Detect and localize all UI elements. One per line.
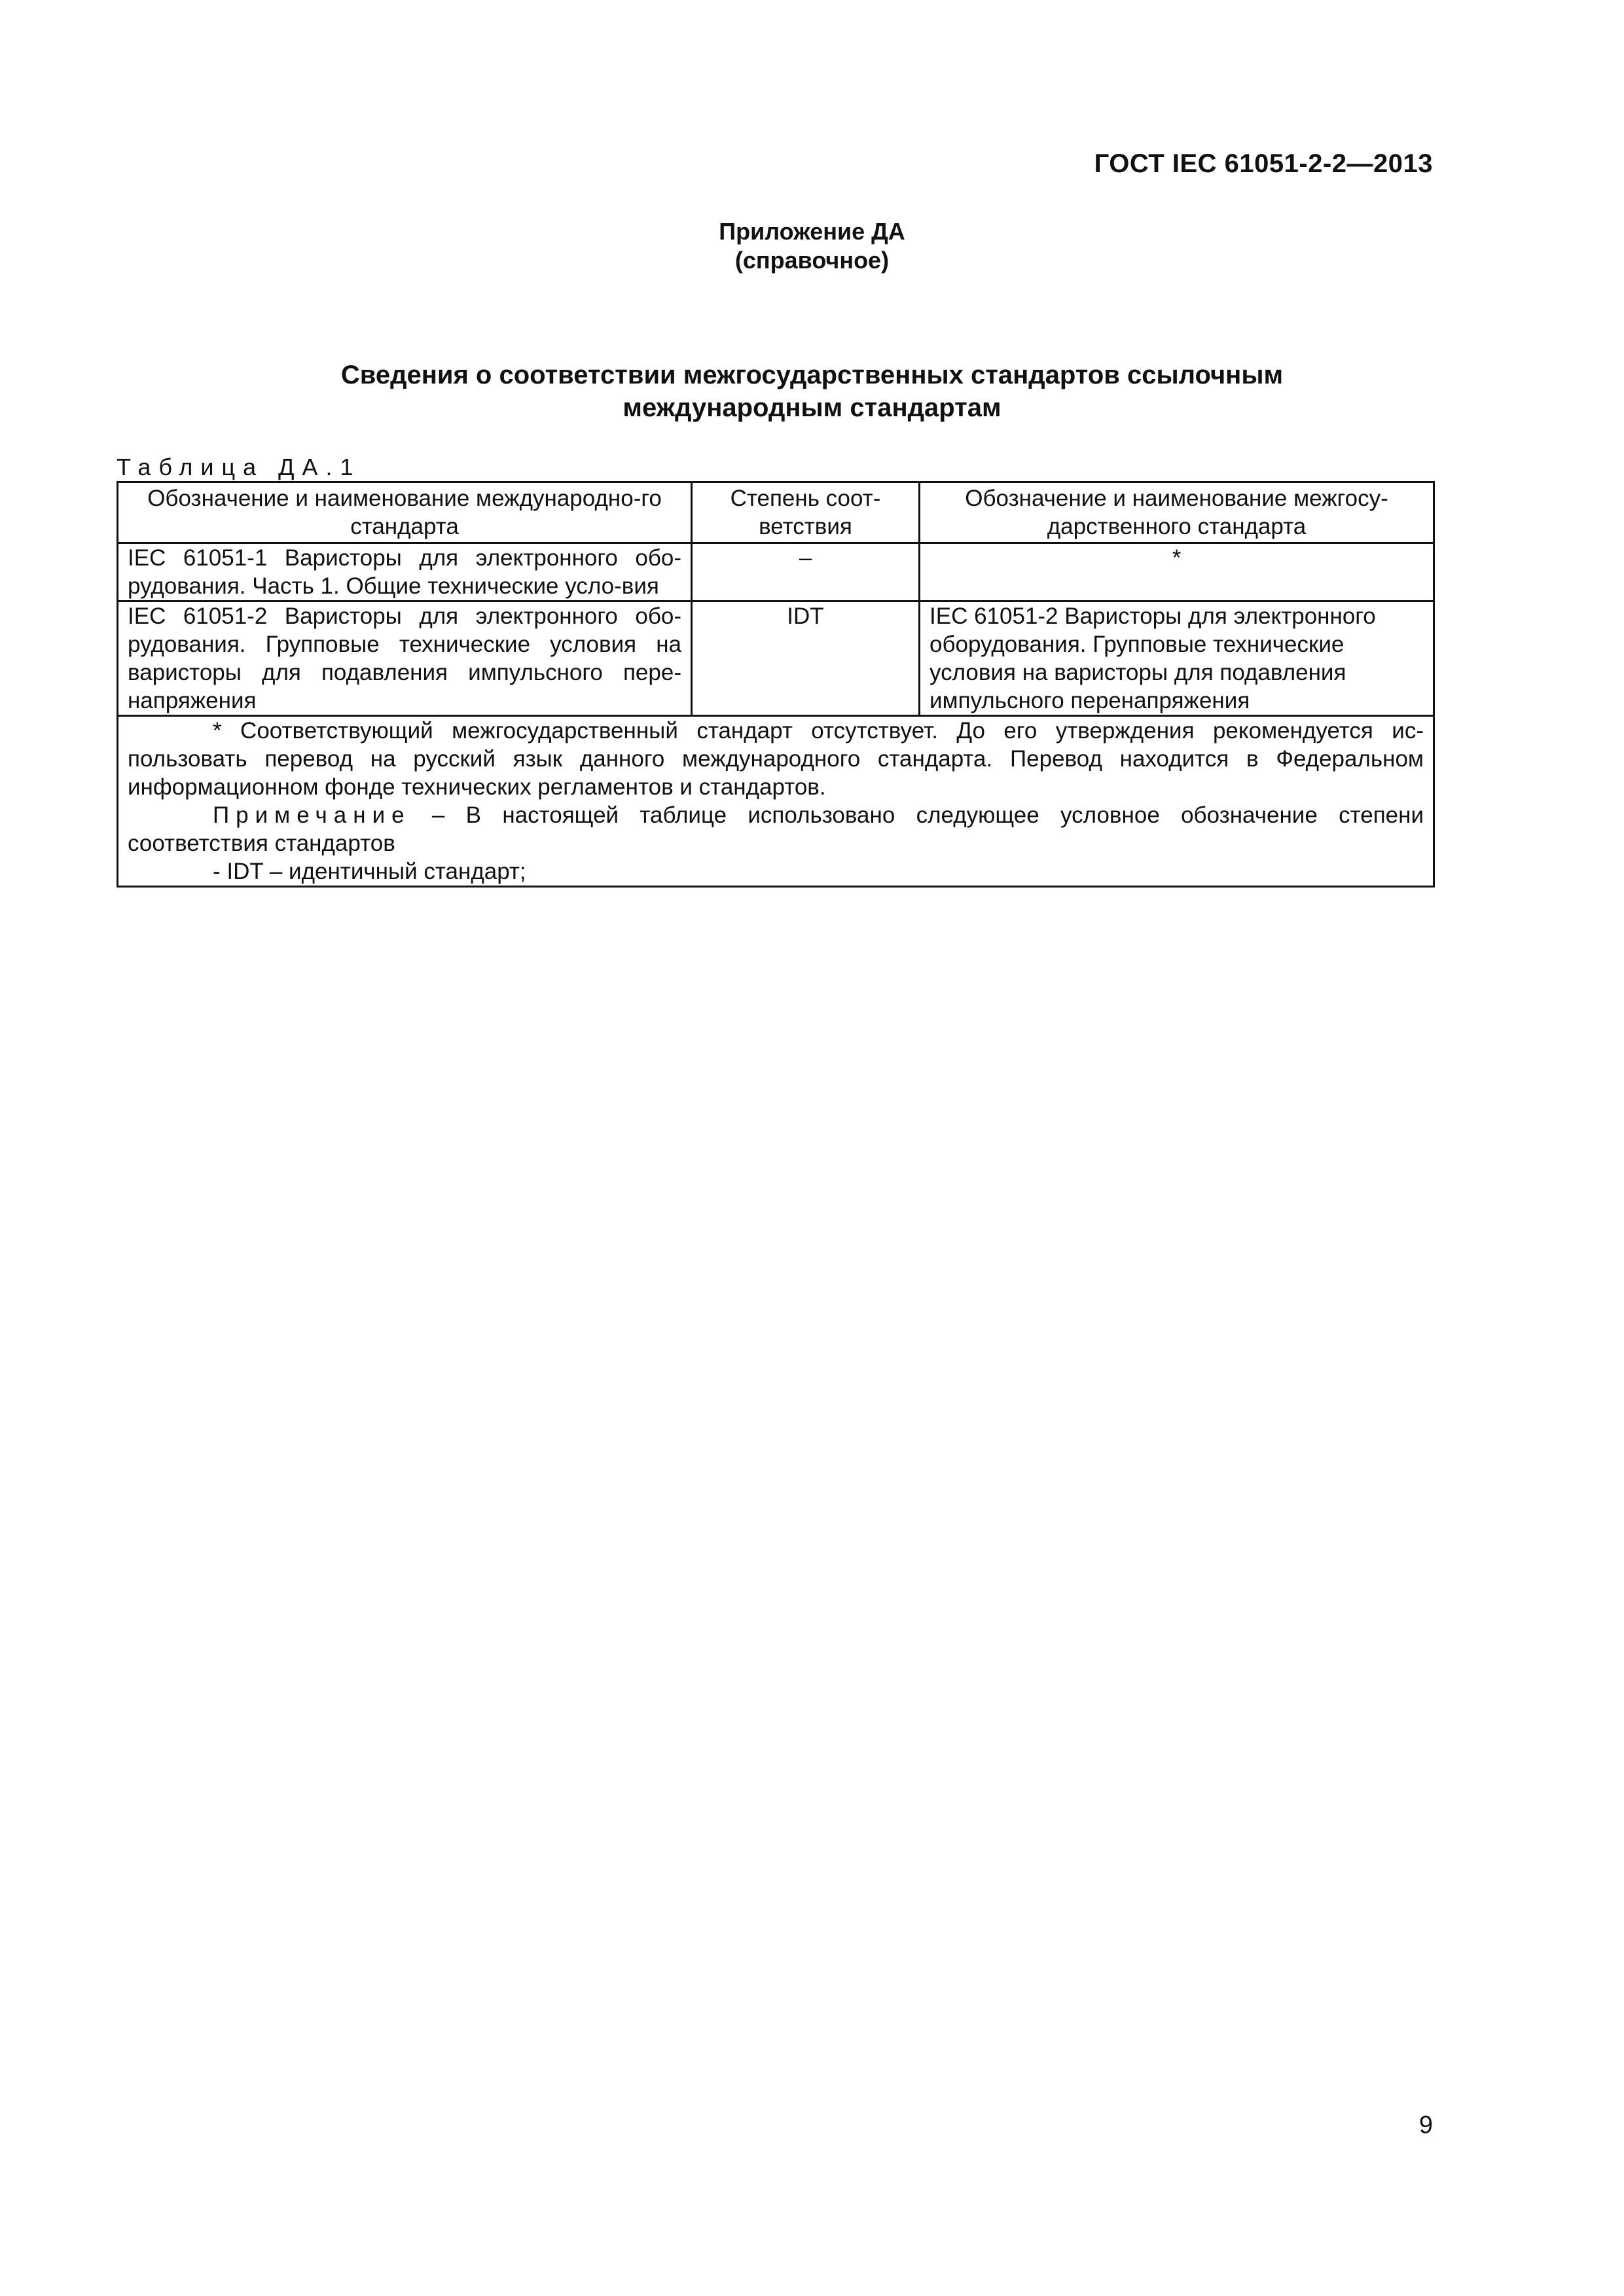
note-label: Примечание: [213, 802, 411, 828]
footnote-text: * Соответствующий межгосударственный стандарт отсутствует. До его утверждения рекомендуется ис-пользовать перевод на русский язык данного международного стандарта. Перевод находится в Федеральном информационном фонде технических регламентов и стандартов.: [128, 718, 1424, 800]
document-code: ГОСТ IEC 61051-2-2—2013: [1094, 149, 1433, 178]
cell-compliance-degree: IDT: [692, 601, 920, 716]
table-header-row: [118, 482, 1434, 543]
appendix-kind: (справочное): [734, 247, 890, 274]
standards-compliance-table: [117, 481, 1435, 888]
note-text: – В настоящей таблице использовано следующее условное обозначение степени соответствия стандартов: [128, 802, 1424, 856]
table-notes-row: [118, 716, 1434, 887]
document-title-line-1: Сведения о соответствии межгосударственных стандартов ссылочным: [340, 361, 1284, 389]
table-notes: [118, 716, 1434, 887]
header-international-standard: Обозначение и наименование международно-го стандарта: [118, 482, 692, 543]
cell-international-standard: IEC 61051-1 Варисторы для электронного обо-рудования. Часть 1. Общие технические усло-вия: [118, 543, 692, 601]
document-title-line-2: международным стандартам: [623, 393, 1001, 422]
document-title: [0, 359, 1624, 424]
appendix-title: Приложение ДА: [719, 218, 905, 245]
table-caption: Таблица ДА.1: [117, 454, 361, 480]
page-number: 9: [1418, 2111, 1433, 2139]
cell-compliance-degree: –: [692, 543, 920, 601]
header-compliance-degree: Степень соот-ветствия: [692, 482, 920, 543]
note-paragraph: [128, 801, 1424, 857]
cell-interstate-standard: *: [920, 543, 1434, 601]
table-row: [118, 543, 1434, 601]
header-interstate-standard: Обозначение и наименование межгосу-дарственного стандарта: [920, 482, 1434, 543]
note-item: - IDT – идентичный стандарт;: [213, 859, 526, 884]
table-row: [118, 601, 1434, 716]
cell-interstate-standard: IEC 61051-2 Варисторы для электронного оборудования. Групповые технические условия на варисторы для подавления импульсного перенапряжения: [920, 601, 1434, 716]
cell-international-standard: IEC 61051-2 Варисторы для электронного обо-рудования. Групповые технические условия на варисторы для подавления импульсного пере-напряжения: [118, 601, 692, 716]
